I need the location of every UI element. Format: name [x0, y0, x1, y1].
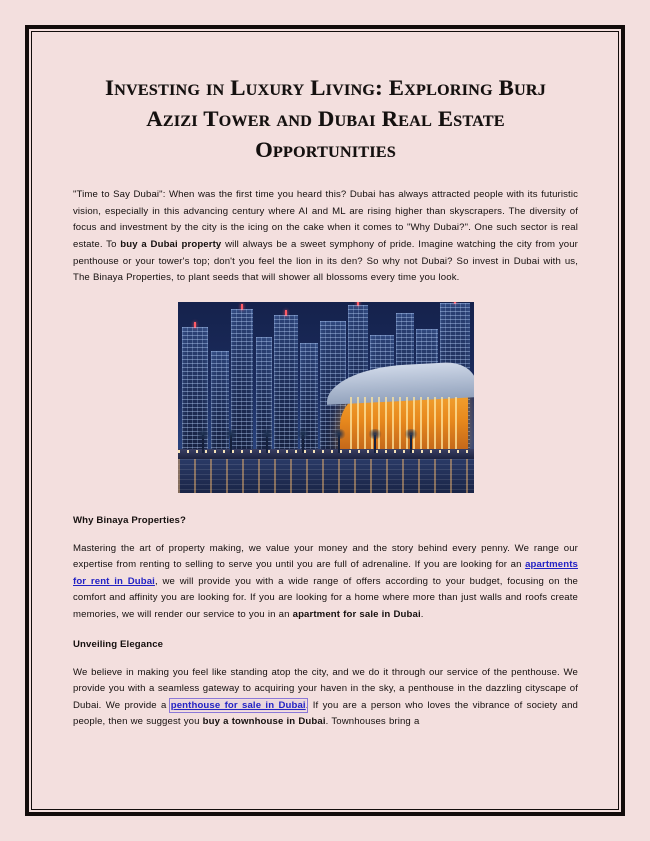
link-penthouse-for-sale-in-dubai[interactable]: penthouse for sale in Dubai	[170, 699, 306, 711]
water-reflections	[178, 459, 474, 493]
link-apartments-for-rent-in-dubai[interactable]: apartments for rent in Dubai	[73, 559, 578, 587]
paragraph-why-binaya	[73, 541, 578, 624]
paragraph-why-binaya-bold-apartment-for-sale: apartment for sale in Dubai	[292, 609, 421, 621]
paragraph-intro	[73, 187, 578, 287]
paragraph-why-binaya-part-1: Mastering the art of property making, we value your money and the story behind every penny. We range our expertise from renting to selling to serve you until you are full of adrenaline. If you are looking for an	[73, 542, 578, 571]
skyscraper	[274, 315, 298, 455]
paragraph-why-binaya-part-2: , we will provide you with a wide range of offers according to your budget, focusing on the comfort and affinity you are looking for. If you are looking for a home where more than just walls and roofs create memories, we will render our service to you in an	[73, 575, 578, 621]
skyscraper	[211, 351, 229, 455]
waterfront-promenade	[178, 449, 474, 459]
document-content	[73, 72, 578, 731]
tower-beacon-light	[241, 304, 243, 310]
paragraph-intro-part-1: "Time to Say Dubai": When was the first time you heard this? Dubai has always attracted people with its futuristic vision, especially in this advancing century where AI and ML are rising higher than skyscrapers. The diversity of focus and investment by the city is the icing on the cake when it comes to "Why Dubai?". One such sector is real estate. To	[73, 189, 578, 250]
paragraph-why-binaya-part-3: .	[420, 609, 424, 621]
palm-tree	[338, 435, 340, 453]
paragraph-unveiling-elegance	[73, 665, 578, 731]
palm-tree	[374, 435, 376, 453]
paragraph-unveiling-bold-buy-townhouse: buy a townhouse in Dubai	[202, 716, 326, 728]
heading-why-binaya-properties: Why Binaya Properties?	[73, 514, 186, 526]
paragraph-intro-bold-buy-dubai-property: buy a Dubai property	[120, 238, 222, 250]
paragraph-unveiling-part-3: . Townhouses bring a	[325, 716, 420, 728]
paragraph-unveiling-part-2: . If you are a person who loves the vibrance of society and people, then we suggest you	[73, 699, 578, 728]
palm-tree	[266, 435, 268, 453]
opera-house-building	[340, 379, 468, 453]
palm-tree	[230, 435, 232, 453]
opera-house-lights	[350, 397, 462, 449]
page-title: Investing in Luxury Living: Exploring Burj Azizi Tower and Dubai Real Estate Opportunities	[105, 75, 546, 163]
palm-tree	[202, 435, 204, 453]
dubai-skyline-image	[178, 302, 474, 493]
figure-dubai-skyline	[73, 302, 578, 493]
palm-tree	[302, 435, 304, 453]
tower-beacon-light	[454, 302, 456, 304]
paragraph-unveiling-part-1: We believe in making you feel like standing atop the city, and we do it through our service of the penthouse. We provide you with a seamless gateway to acquiring your haven in the sky, a penthouse in the dazzling cityscape of Dubai. We provide a	[73, 666, 578, 711]
tower-beacon-light	[357, 302, 359, 306]
paragraph-intro-part-2: will always be a sweet symphony of pride. Imagine watching the city from your penthouse or your tower's top; don't you feel the lion in its den? So why not Dubai? So invest in Dubai with us, The Binaya Properties, to plant seeds that will shower all blossoms every time you look.	[73, 238, 578, 284]
heading-unveiling-elegance: Unveiling Elegance	[73, 638, 164, 650]
palm-tree	[410, 435, 412, 453]
tower-beacon-light	[285, 310, 287, 316]
tower-beacon-light	[194, 322, 196, 328]
